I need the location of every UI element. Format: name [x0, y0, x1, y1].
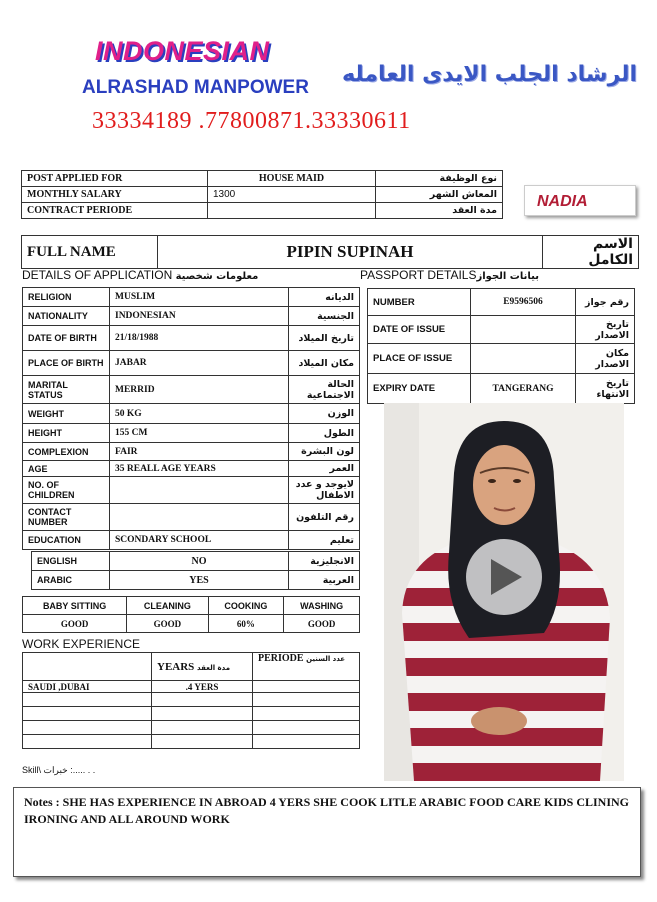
passport-value — [471, 316, 576, 344]
detail-value: MUSLIM — [110, 288, 289, 307]
table-row — [23, 404, 360, 424]
language-label: ENGLISH — [32, 552, 110, 571]
detail-label: PLACE OF BIRTH — [23, 351, 110, 376]
name-badge: NADIA — [524, 185, 636, 216]
full-name-label-ar: الاسم الكامل — [543, 236, 639, 269]
agency-name-arabic: الرشاد الجلب الايدى العامله — [342, 62, 638, 87]
work-periode — [253, 681, 360, 693]
work-periode — [253, 735, 360, 749]
passport-value: TANGERANG — [471, 374, 576, 404]
detail-label-ar: الجنسية — [289, 307, 360, 326]
passport-section-title — [360, 268, 539, 282]
brand-title: INDONESIAN — [95, 36, 270, 66]
detail-label: EDUCATION — [23, 531, 110, 550]
detail-label-ar: الطول — [289, 424, 360, 443]
detail-value: INDONESIAN — [110, 307, 289, 326]
passport-label-ar: تاريخ الانتهاء — [576, 374, 635, 404]
table-row — [23, 288, 360, 307]
details-section-title — [22, 268, 258, 282]
detail-label-ar: رقم التلفون — [289, 504, 360, 531]
notes-box — [13, 787, 641, 877]
detail-label-ar: لايوجد و عدد الاطفال — [289, 477, 360, 504]
years-label-ar: مدة العقد — [197, 663, 231, 672]
language-value: NO — [110, 552, 289, 571]
work-country: SAUDI ,DUBAI — [23, 681, 152, 693]
passport-label-ar: رقم جواز — [576, 289, 635, 316]
skills-grid — [22, 596, 360, 633]
notes-text: SHE HAS EXPERIENCE IN ABROAD 4 YERS SHE COOK LITLE ARABIC FOOD CARE KIDS CLINING IRONING AND ALL AROUND WORK — [24, 795, 629, 826]
detail-value: 155 CM — [110, 424, 289, 443]
skill-header: COOKING — [208, 597, 284, 615]
passport-title-ar: بيانات الجواز — [476, 271, 539, 282]
play-icon[interactable] — [466, 539, 542, 615]
languages-table — [31, 551, 360, 590]
detail-value: 21/18/1988 — [110, 326, 289, 351]
skill-value: GOOD — [127, 615, 208, 633]
language-label-ar: الانجليزية — [289, 552, 360, 571]
passport-value — [471, 344, 576, 374]
years-label: YEARS — [157, 660, 195, 673]
table-row — [23, 504, 360, 531]
detail-label-ar: الحالة الاجتماعية — [289, 376, 360, 404]
salary-value: 1300 — [208, 187, 376, 203]
passport-label: EXPIRY DATE — [368, 374, 471, 404]
detail-label-ar: تاريخ الميلاد — [289, 326, 360, 351]
work-country — [23, 707, 152, 721]
table-row — [368, 344, 635, 374]
table-row — [23, 707, 360, 721]
table-row — [368, 316, 635, 344]
language-value: YES — [110, 571, 289, 590]
full-name-label: FULL NAME — [22, 236, 158, 269]
detail-label: MARITAL STATUS — [23, 376, 110, 404]
table-row — [23, 531, 360, 550]
language-label: ARABIC — [32, 571, 110, 590]
passport-table — [367, 288, 635, 404]
skill-header: BABY SITTING — [23, 597, 127, 615]
work-table — [22, 652, 360, 749]
passport-label: DATE OF ISSUE — [368, 316, 471, 344]
detail-value: JABAR — [110, 351, 289, 376]
detail-label: HEIGHT — [23, 424, 110, 443]
detail-value — [110, 477, 289, 504]
detail-label-ar: الديانه — [289, 288, 360, 307]
work-title: WORK EXPERIENCE — [22, 637, 141, 651]
work-years — [152, 693, 253, 707]
table-row — [368, 374, 635, 404]
work-years — [152, 707, 253, 721]
detail-value: 35 REALL AGE YEARS — [110, 461, 289, 477]
table-row — [23, 326, 360, 351]
post-table — [21, 170, 503, 219]
table-row — [23, 376, 360, 404]
contract-value — [208, 203, 376, 219]
details-title: DETAILS OF APPLICATION — [22, 268, 173, 282]
work-periode — [253, 721, 360, 735]
applicant-video[interactable] — [384, 403, 624, 781]
skill-header: WASHING — [284, 597, 360, 615]
periode-label: PERIODE — [258, 653, 304, 664]
work-country — [23, 721, 152, 735]
work-years — [152, 735, 253, 749]
salary-label: MONTHLY SALARY — [22, 187, 208, 203]
passport-label: NUMBER — [368, 289, 471, 316]
table-row — [23, 443, 360, 461]
work-country — [23, 735, 152, 749]
detail-label-ar: الوزن — [289, 404, 360, 424]
work-periode — [253, 707, 360, 721]
detail-label: NO. OF CHILDREN — [23, 477, 110, 504]
contract-label-ar: مدة العقد — [376, 203, 503, 219]
post-value: HOUSE MAID — [208, 171, 376, 187]
periode-label-ar: عدد السنين — [306, 655, 346, 663]
table-row — [368, 289, 635, 316]
passport-title: PASSPORT DETAILS — [360, 268, 477, 282]
detail-label-ar: لون البشرة — [289, 443, 360, 461]
passport-value: E9596506 — [471, 289, 576, 316]
detail-value: SCONDARY SCHOOL — [110, 531, 289, 550]
contract-label: CONTRACT PERIODE — [22, 203, 208, 219]
skill-value: GOOD — [23, 615, 127, 633]
table-row — [23, 461, 360, 477]
table-row — [23, 721, 360, 735]
detail-label: COMPLEXION — [23, 443, 110, 461]
skill-line: Skill\ خبرات :..... . . — [22, 765, 96, 775]
details-title-ar: معلومات شخصية — [175, 271, 259, 282]
detail-label: WEIGHT — [23, 404, 110, 424]
passport-label-ar: تاريخ الاصدار — [576, 316, 635, 344]
work-country — [23, 693, 152, 707]
work-years-header — [152, 653, 253, 681]
post-label: POST APPLIED FOR — [22, 171, 208, 187]
detail-label-ar: العمر — [289, 461, 360, 477]
post-label-ar: نوع الوظيفة — [376, 171, 503, 187]
skill-value: 60% — [208, 615, 284, 633]
language-label-ar: العربية — [289, 571, 360, 590]
notes-label: Notes : — [24, 795, 60, 809]
salary-label-ar: المعاش الشهر — [376, 187, 503, 203]
detail-value: 50 KG — [110, 404, 289, 424]
detail-value: MERRID — [110, 376, 289, 404]
table-row — [23, 307, 360, 326]
detail-label: CONTACT NUMBER — [23, 504, 110, 531]
phone-numbers: 33334189 .77800871.33330611 — [92, 108, 411, 134]
detail-label: RELIGION — [23, 288, 110, 307]
table-row — [23, 693, 360, 707]
passport-label: PLACE OF ISSUE — [368, 344, 471, 374]
table-row — [23, 477, 360, 504]
table-row — [32, 552, 360, 571]
full-name-table — [21, 235, 639, 269]
table-row — [32, 571, 360, 590]
work-periode-header — [253, 653, 360, 681]
passport-label-ar: مكان الاصدار — [576, 344, 635, 374]
table-row — [23, 735, 360, 749]
work-years — [152, 721, 253, 735]
table-row — [23, 424, 360, 443]
table-row — [23, 351, 360, 376]
detail-label: DATE OF BIRTH — [23, 326, 110, 351]
detail-value: FAIR — [110, 443, 289, 461]
work-years: .4 YERS — [152, 681, 253, 693]
agency-name: ALRASHAD MANPOWER — [82, 77, 309, 98]
table-row — [23, 681, 360, 693]
detail-label: NATIONALITY — [23, 307, 110, 326]
detail-label: AGE — [23, 461, 110, 477]
full-name-value: PIPIN SUPINAH — [158, 236, 543, 269]
detail-label-ar: تعليم — [289, 531, 360, 550]
detail-label-ar: مكان الميلاد — [289, 351, 360, 376]
skill-header: CLEANING — [127, 597, 208, 615]
skill-value: GOOD — [284, 615, 360, 633]
details-table — [22, 287, 360, 550]
detail-value — [110, 504, 289, 531]
work-periode — [253, 693, 360, 707]
